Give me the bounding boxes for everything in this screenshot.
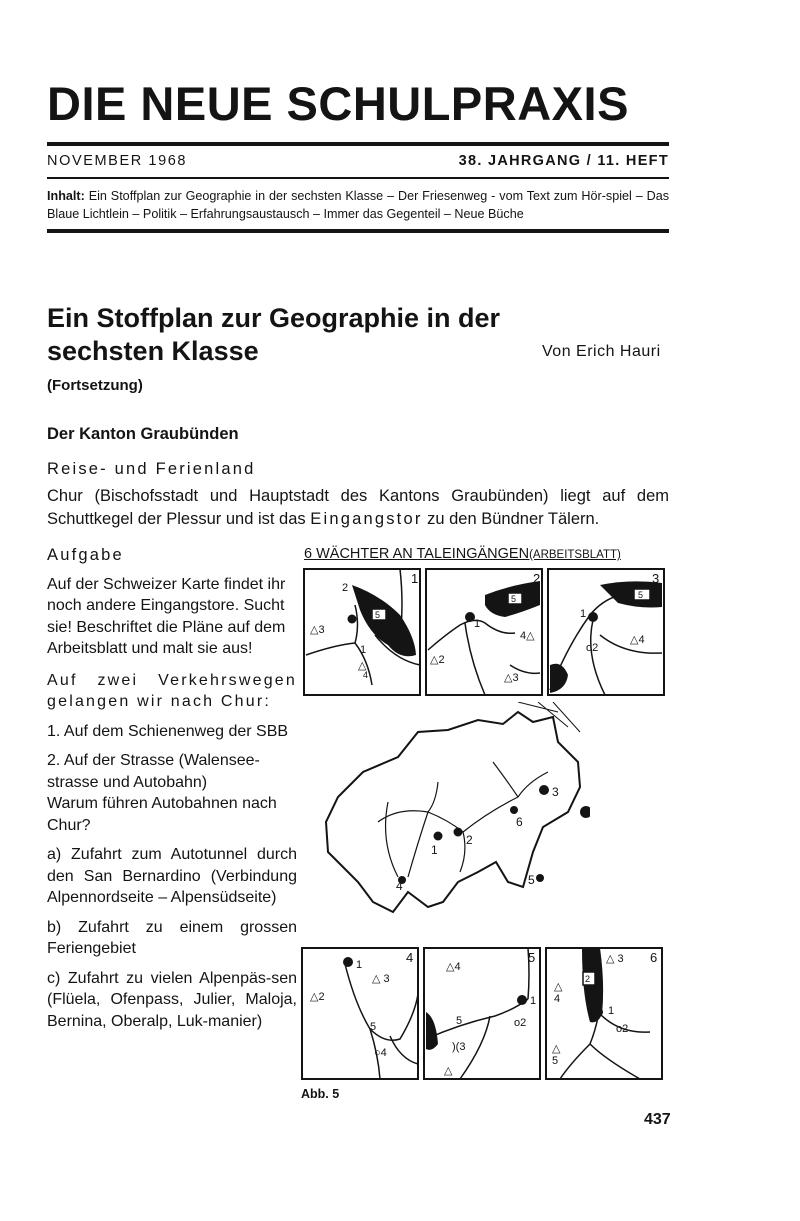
panel-3-label-1: 1 (580, 608, 587, 620)
map-label-3: 3 (552, 785, 559, 799)
panel-6-label-5: △ (552, 1043, 561, 1055)
route-1: 1. Auf dem Schienenweg der SBB (47, 722, 289, 740)
map-point-5 (536, 874, 544, 882)
map-point-2 (454, 828, 463, 837)
panel-3-number: 3 (652, 571, 660, 586)
panel-3-label-4: △4 (630, 634, 645, 646)
map-label-5: 5 (528, 873, 535, 887)
issue-date: NOVEMBER 1968 (47, 153, 188, 169)
panel-5-label-1: 1 (530, 995, 537, 1007)
panel-2-number: 2 (533, 571, 541, 586)
switzerland-map (318, 702, 590, 922)
item-b: b) Zufahrt zu einem grossen Feriengebiet (47, 918, 297, 957)
panel-5-label-triangle: △ (444, 1065, 453, 1077)
map-label-1: 1 (431, 843, 438, 857)
panel-4-number: 4 (406, 950, 414, 965)
figure-title (304, 546, 621, 562)
figure-caption: Abb. 5 (301, 1087, 340, 1101)
map-label-4: 4 (396, 879, 403, 893)
figure-title-text: 6 WÄCHTER AN TALEINGÄNGEN (304, 546, 530, 562)
map-point-1 (434, 832, 443, 841)
item-a: a) Zufahrt zum Autotunnel durch den San Bernardino (Verbindung Alpennordseite – Alpensüdseite) (47, 846, 297, 906)
panel-1-triangle: △ (358, 660, 367, 672)
country-outline (326, 712, 580, 912)
panel-5-label-4: △4 (446, 961, 461, 973)
panel-1-number: 1 (411, 571, 419, 586)
panel-5-castle (517, 995, 527, 1005)
panel-6-box-label: 2 (585, 974, 591, 984)
issue-rule (47, 177, 669, 179)
item-c: c) Zufahrt zu vielen Alpenpäs-sen (Flüela, Ofenpass, Julier, Maloja, Bernina, Oberalp, Luk-manier) (47, 969, 297, 1030)
panel-4-castle (343, 957, 353, 967)
article-author: Von Erich Hauri (542, 343, 661, 360)
intro-text-2: zu den Bündner Tälern. (427, 510, 600, 528)
panel-5-number: 5 (528, 950, 536, 965)
map-point-3 (539, 785, 549, 795)
article-title: Ein Stoffplan zur Geographie in der sechsten Klasse (47, 303, 501, 366)
contents-label: Inhalt: (47, 189, 85, 203)
map-label-2: 2 (466, 833, 473, 847)
panel-2-label-1: 1 (474, 618, 481, 630)
page-number: 437 (644, 1111, 671, 1128)
panel-6-frame (546, 948, 662, 1079)
map-point-6 (510, 806, 518, 814)
panel-1-label-4: 4 (363, 670, 369, 680)
panel-3-label-2: o2 (586, 642, 599, 654)
figure-title-note: (ARBEITSBLATT) (529, 549, 621, 561)
panel-1-box-label: 5 (375, 610, 381, 620)
task-heading: Aufgabe (47, 546, 124, 564)
panel-2-label-2: △2 (430, 654, 445, 666)
panel-1-castle (348, 615, 357, 624)
panel-1-label-3: △3 (310, 624, 325, 636)
panel-6-castle (593, 1007, 603, 1017)
panel-4-label-1: 1 (356, 959, 363, 971)
panel-5-frame (424, 948, 540, 1079)
panel-5-dark (426, 1012, 438, 1050)
top-panels (300, 565, 672, 700)
panel-4-label-4: ○4 (374, 1047, 387, 1059)
intro-gate: Eingangstor (310, 510, 423, 528)
contents-rule (47, 229, 669, 233)
intro-paragraph (47, 485, 669, 531)
panel-6-label-4b: 4 (554, 993, 561, 1005)
contents-text: Ein Stoffplan zur Geographie in der sechsten Klasse – Der Friesenweg - vom Text zum Hör-spiel – Das Blaue Lichtlein – Politik – Erfahrungsaustausch – Immer das Gegenteil – Neue Büche (47, 189, 670, 221)
issue-volume: 38. JAHRGANG / 11. HEFT (458, 153, 669, 169)
panel-4-label-3: △ 3 (372, 973, 390, 985)
panel-5-label-3: )(3 (452, 1041, 466, 1053)
panel-1-label-1: 1 (360, 644, 367, 656)
section-heading: Der Kanton Graubünden (47, 425, 239, 443)
panel-3-label-3: 3 (556, 673, 562, 683)
panel-2-label-4: 4△ (520, 630, 535, 642)
masthead: DIE NEUE SCHULPRAXIS (47, 77, 629, 130)
route-2-question: Warum führen Autobahnen nach Chur? (47, 795, 277, 834)
panel-6-lines (560, 984, 650, 1079)
left-column (47, 545, 297, 1032)
panel-2-box-label: 5 (511, 594, 517, 604)
panel-4-label-2: △2 (310, 991, 325, 1003)
panel-2-label-3: △3 (504, 672, 519, 684)
table-of-contents (47, 187, 669, 223)
masthead-rule (47, 142, 669, 146)
intro-text-1: Chur (Bischofsstadt und Hauptstadt des Kantons Graubünden) liegt auf dem Schuttkegel der Plessur und ist das (47, 487, 669, 528)
panel-5-label-2: o2 (514, 1017, 527, 1029)
map-label-6: 6 (516, 815, 523, 829)
route-2: 2. Auf der Strasse (Walensee-strasse und Autobahn) (47, 752, 260, 791)
panel-4-label-5: 5 (370, 1021, 377, 1033)
issue-line (47, 153, 669, 169)
panel-6-label-3: △ 3 (606, 953, 624, 965)
panel-6-label-4: △ (554, 981, 563, 993)
panel-5-label-5: 5 (456, 1015, 463, 1027)
panel-3-box-label: 5 (638, 590, 644, 600)
task-text: Auf der Schweizer Karte findet ihr noch andere Eingangstore. Sucht sie! Beschriftet die Pläne auf dem Arbeitsblatt und malt sie aus! (47, 575, 286, 657)
panel-6-label-1: 1 (608, 1005, 615, 1017)
panel-1-label-2: 2 (342, 582, 349, 594)
bottom-panels (300, 944, 672, 1084)
map-point-chur (580, 806, 590, 818)
panel-3-castle (588, 612, 598, 622)
panel-6-label-5b: 5 (552, 1055, 559, 1067)
continuation-note: (Fortsetzung) (47, 377, 143, 394)
routes-intro: Auf zwei Verkehrswegen gelangen wir nach Chur: (47, 671, 297, 710)
panel-6-label-2: o2 (616, 1023, 629, 1035)
subheading: Reise- und Ferienland (47, 460, 256, 478)
panel-5-lines (426, 948, 529, 1079)
panel-6-number: 6 (650, 950, 658, 965)
